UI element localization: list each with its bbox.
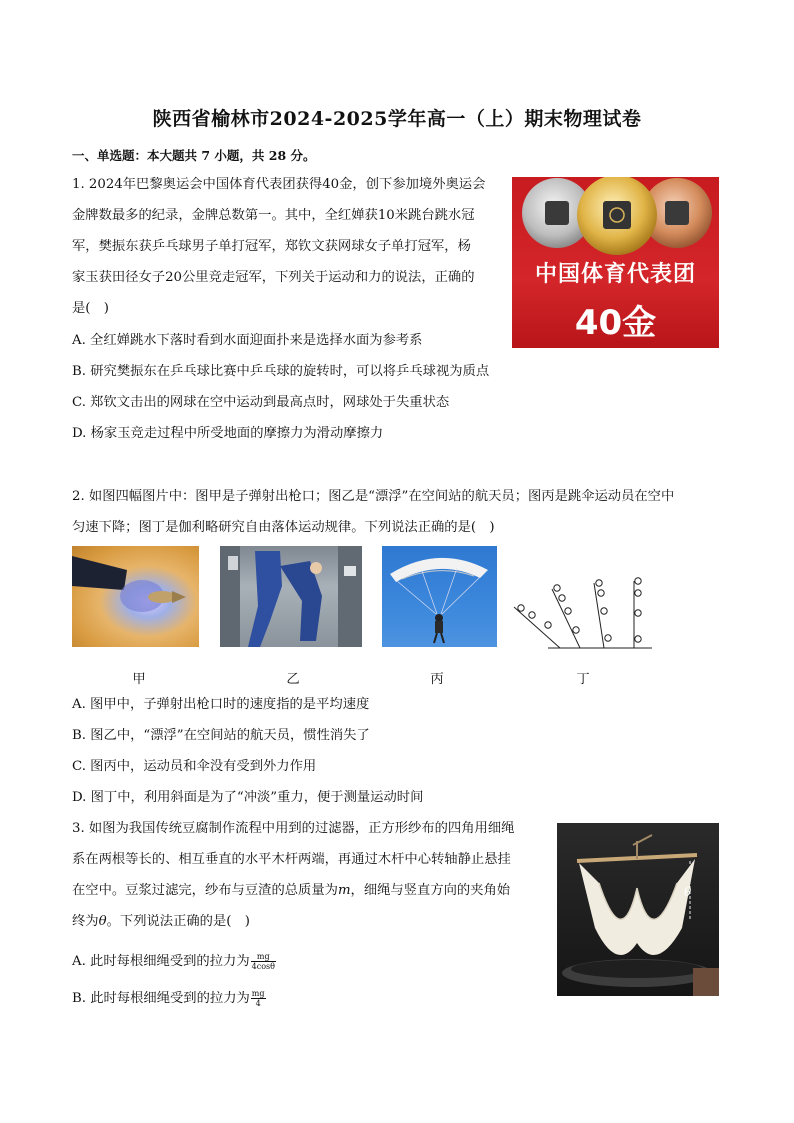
fraction-mg-over-4costheta: $\frac{mg}{4\cos\theta}$ <box>251 952 275 971</box>
astronaut-graphic <box>220 546 362 647</box>
caption-ding: 丁 <box>576 672 590 687</box>
question-2-line-1: 2. 如图四幅图片中：图甲是子弹射出枪口；图乙是“漂浮”在空间站的航天员；图丙是跳伞运动员在空中 <box>72 489 675 504</box>
page-title: 陕西省榆林市2024-2025学年高一（上）期末物理试卷 <box>152 108 642 130</box>
angle-variable: θ <box>98 914 107 929</box>
caption-jia: 甲 <box>132 672 146 687</box>
astronaut-image <box>220 546 362 647</box>
bullet-graphic <box>72 546 199 647</box>
q1-option-b[interactable]: B. 研究樊振东在乒乓球比赛中乒乓球的旋转时，可以将乒乓球视为质点 <box>72 364 490 379</box>
caption-bing: 丙 <box>430 672 444 687</box>
bullet-image <box>72 546 199 647</box>
olympic-medals-image <box>512 177 719 348</box>
inclined-plane-graphic <box>512 575 652 651</box>
q3-option-b[interactable]: B. 此时每根细绳受到的拉力为 $\frac{mg}{4}$ <box>72 989 265 1008</box>
q1-option-c[interactable]: C. 郑钦文击出的网球在空中运动到最高点时，网球处于失重状态 <box>72 395 450 410</box>
question-3-line-1: 3. 如图为我国传统豆腐制作流程中用到的过滤器，正方形纱布的四角用细绳 <box>72 821 515 836</box>
medal-image-caption: 中国体育代表团 <box>534 262 696 287</box>
question-3-line-3: 在空中。豆浆过滤完，纱布与豆渣的总质量为m，细绳与竖直方向的夹角始 <box>72 883 511 898</box>
tofu-filter-image <box>557 823 719 996</box>
q2-option-c[interactable]: C. 图丙中，运动员和伞没有受到外力作用 <box>72 759 317 774</box>
medal-image-count: 40金 <box>574 303 657 343</box>
q2-option-d[interactable]: D. 图丁中，利用斜面是为了“冲淡”重力，便于测量运动时间 <box>72 790 424 805</box>
q2-option-b[interactable]: B. 图乙中，“漂浮”在空间站的航天员，惯性消失了 <box>72 728 370 743</box>
question-1-line: 家玉获田径女子20公里竞走冠军，下列关于运动和力的说法，正确的 <box>72 270 475 285</box>
q1-option-d[interactable]: D. 杨家玉竞走过程中所受地面的摩擦力为滑动摩擦力 <box>72 426 384 441</box>
question-3-line-4: 终为θ。下列说法正确的是( ) <box>72 914 250 929</box>
parachute-image <box>382 546 497 647</box>
q1-option-a[interactable]: A. 全红婵跳水下落时看到水面迎面扑来是选择水面为参考系 <box>72 333 423 348</box>
section-heading: 一、单选题：本大题共 7 小题，共 28 分。 <box>72 148 316 163</box>
theta-label: θ <box>684 885 692 899</box>
q3-option-a[interactable]: A. 此时每根细绳受到的拉力为 $\frac{mg}{4\cos\theta}$ <box>72 952 275 971</box>
q2-option-a[interactable]: A. 图甲中，子弹射出枪口时的速度指的是平均速度 <box>72 697 370 712</box>
question-1-line: 军，樊振东获乒乓球男子单打冠军，郑钦文获网球女子单打冠军，杨 <box>72 239 471 254</box>
question-1-line: 是( ) <box>72 301 109 316</box>
parachute-graphic <box>382 546 497 647</box>
question-1-line: 金牌数最多的纪录，金牌总数第一。其中，全红婵获10米跳台跳水冠 <box>72 208 475 223</box>
fraction-mg-over-4: $\frac{mg}{4}$ <box>251 989 265 1008</box>
mass-variable: m <box>337 883 351 898</box>
question-3-line-2: 系在两根等长的、相互垂直的水平木杆两端，再通过木杆中心转轴静止悬挂 <box>72 852 511 867</box>
question-2-line-2: 匀速下降；图丁是伽利略研究自由落体运动规律。下列说法正确的是( ) <box>72 520 495 535</box>
question-1-line: 1. 2024年巴黎奥运会中国体育代表团获得40金，创下参加境外奥运会 <box>72 177 486 192</box>
inclined-plane-diagram <box>512 575 652 651</box>
tofu-filter-graphic <box>557 823 719 996</box>
question-1-stem <box>72 169 512 324</box>
caption-yi: 乙 <box>286 672 300 687</box>
